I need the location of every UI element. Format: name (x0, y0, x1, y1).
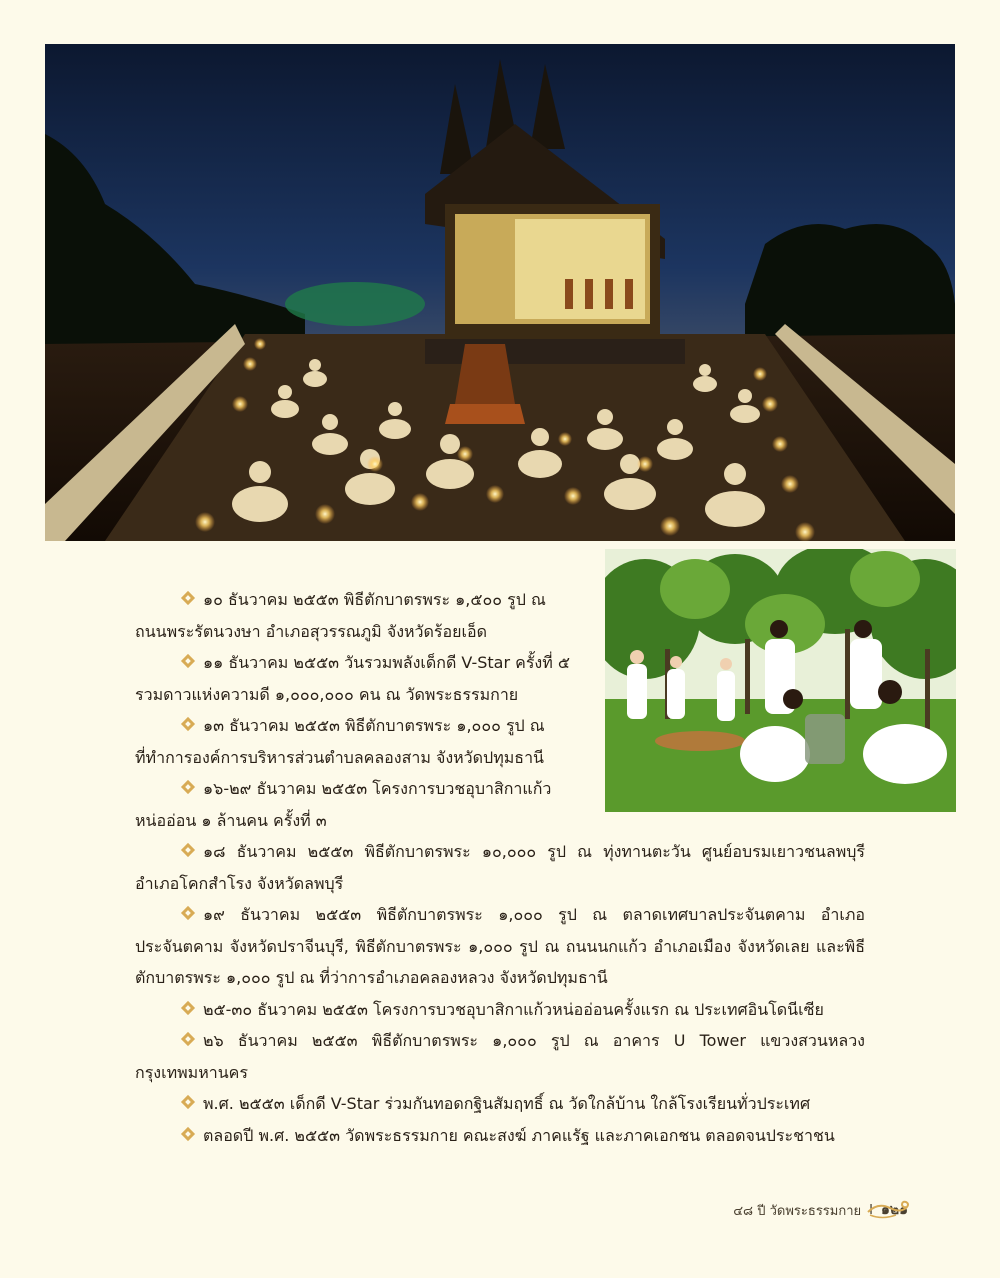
list-item: ๑๖-๒๙ ธันวาคม ๒๕๕๓ โครงการบวชอุบาสิกาแก้ว หน่ออ่อน ๑ ล้านคน ครั้งที่ ๓ (135, 779, 552, 830)
diamond-flower-icon (179, 652, 197, 670)
event-list (135, 584, 865, 1151)
diamond-flower-icon (179, 904, 197, 922)
page-number: ๑๒๑ (880, 1202, 908, 1218)
diamond-flower-icon (179, 715, 197, 733)
list-item: ๑๑ ธันวาคม ๒๕๕๓ วันรวมพลังเด็กดี V-Star ครั้งที่ ๕ รวมดาวแห่งความดี ๑,๐๐๐,๐๐๐ คน ณ วัดพระธรรมกาย (135, 653, 570, 704)
list-item: พ.ศ. ๒๕๕๓ เด็กดี V-Star ร่วมกันทอดกฐินสัมฤทธิ์ ณ วัดใกล้บ้าน ใกล้โรงเรียนทั่วประเทศ (135, 1088, 865, 1120)
diamond-flower-icon (179, 1030, 197, 1048)
book-title: ๔๘ ปี วัดพระธรรมกาย (733, 1203, 862, 1219)
list-item: ๒๕-๓๐ ธันวาคม ๒๕๕๓ โครงการบวชอุบาสิกาแก้วหน่ออ่อนครั้งแรก ณ ประเทศอินโดนีเซีย (135, 994, 865, 1026)
list-item: ๑๙ ธันวาคม ๒๕๕๓ พิธีตักบาตรพระ ๑,๐๐๐ รูป ณ ตลาดเทศบาลประจันตคาม อำเภอประจันตคาม จังหวัดปราจีนบุรี, พิธีตักบาตรพระ ๑,๐๐๐ รูป ณ ถนนนกแก้ว อำเภอเมือง จังหวัดเลย และพิธีตักบาตรพระ ๑,๐๐๐ รูป ณ ที่ว่าการอำเภอคลองหลวง จังหวัดปทุมธานี (135, 905, 865, 987)
list-item: ๑๘ ธันวาคม ๒๕๕๓ พิธีตักบาตรพระ ๑๐,๐๐๐ รูป ณ ทุ่งทานตะวัน ศูนย์อบรมเยาวชนลพบุรี อำเภอโคกสำโรง จังหวัดลพบุรี (135, 842, 865, 893)
temple-candlelight-photo (45, 44, 955, 541)
list-item: ๒๖ ธันวาคม ๒๕๕๓ พิธีตักบาตรพระ ๑,๐๐๐ รูป ณ อาคาร U Tower แขวงสวนหลวง กรุงเทพมหานคร (135, 1031, 865, 1082)
diamond-flower-icon (179, 778, 197, 796)
diamond-flower-icon (179, 1125, 197, 1143)
list-item: ตลอดปี พ.ศ. ๒๕๕๓ วัดพระธรรมกาย คณะสงฆ์ ภาคแรัฐ และภาคเอกชน ตลอดจนประชาชน (135, 1120, 865, 1152)
diamond-flower-icon (179, 1093, 197, 1111)
footer-separator: I (869, 1202, 873, 1218)
list-item: ๑๐ ธันวาคม ๒๕๕๓ พิธีตักบาตรพระ ๑,๕๐๐ รูป ณ ถนนพระรัตนวงษา อำเภอสุวรรณภูมิ จังหวัดร้อยเอ็ด (135, 590, 546, 641)
diamond-flower-icon (179, 999, 197, 1017)
diamond-flower-icon (179, 589, 197, 607)
swirl-ornament-icon (866, 1198, 912, 1224)
list-item: ๑๓ ธันวาคม ๒๕๕๓ พิธีตักบาตรพระ ๑,๐๐๐ รูป ณ ที่ทำการองค์การบริหารส่วนตำบลคลองสาม จังหวัดปทุมธานี (135, 716, 545, 767)
diamond-flower-icon (179, 841, 197, 859)
